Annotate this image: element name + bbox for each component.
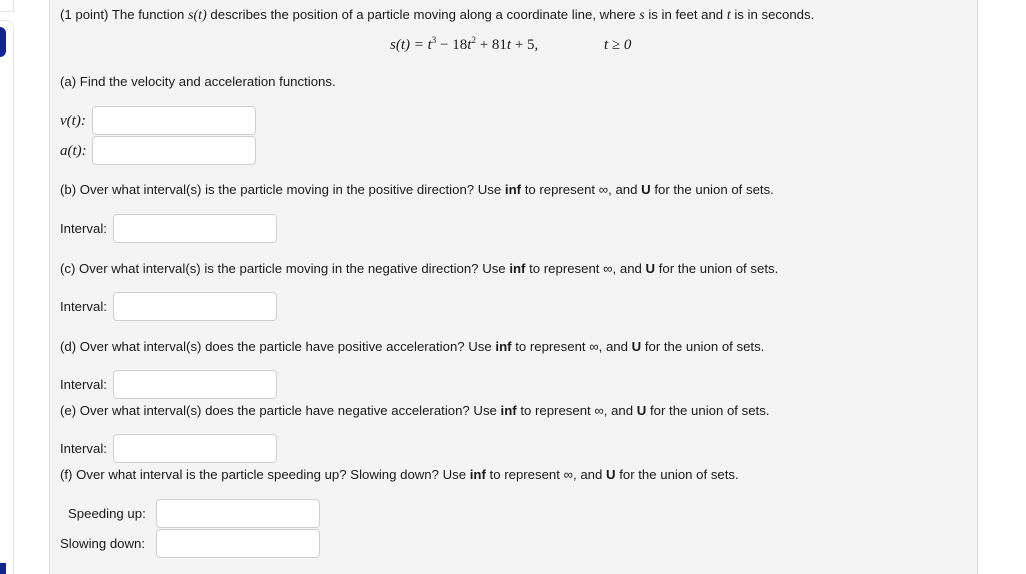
acceleration-input[interactable] <box>92 136 256 165</box>
question-text: (e) Over what interval(s) does the particle have negative acceleration? <box>60 403 474 418</box>
position-formula <box>390 37 538 54</box>
hint-text: to represent ∞, and <box>516 403 637 418</box>
formula-lhs: s(t) = <box>390 37 428 53</box>
hint-text: for the union of sets. <box>650 182 774 197</box>
hint-inf: inf <box>500 403 517 418</box>
rail-top-box <box>0 0 14 12</box>
intro-text: is in seconds. <box>730 7 815 22</box>
part-a-question: (a) Find the velocity and acceleration functions. <box>60 74 336 89</box>
question-text: (f) Over what interval is the particle speeding up? Slowing down? <box>60 467 443 482</box>
problem-panel <box>49 0 978 574</box>
interval-label: Interval: <box>60 441 107 456</box>
slowing-down-label: Slowing down: <box>60 536 146 551</box>
part-b-interval-input[interactable] <box>113 214 277 243</box>
hint-inf: inf <box>469 467 486 482</box>
var-s: s <box>639 8 645 23</box>
hint-union: U <box>645 261 656 276</box>
velocity-label: v(t): <box>60 113 86 129</box>
interval-label: Interval: <box>60 377 107 392</box>
rail-tab-panel <box>0 20 14 574</box>
hint-text: Use <box>468 339 496 354</box>
formula-domain <box>604 37 631 54</box>
hint-text: to represent ∞, and <box>525 261 646 276</box>
formula-term: t <box>467 37 472 53</box>
part-f-question <box>60 467 739 483</box>
function-symbol: s(t) <box>188 8 207 23</box>
hint-inf: inf <box>509 261 526 276</box>
hint-text: Use <box>482 261 510 276</box>
formula-term: + 5, <box>511 37 539 53</box>
intro-text: The function <box>108 7 189 22</box>
part-d-interval-input[interactable] <box>113 370 277 399</box>
points-label: (1 point) <box>60 7 109 22</box>
hint-union: U <box>641 182 651 197</box>
hint-text: to represent ∞, and <box>485 467 606 482</box>
hint-inf: inf <box>504 182 522 197</box>
question-text: (d) Over what interval(s) does the particle have positive acceleration? <box>60 339 469 354</box>
part-c-interval-input[interactable] <box>113 292 277 321</box>
hint-text: for the union of sets. <box>641 339 765 354</box>
hint-text: to represent ∞, and <box>511 339 632 354</box>
problem-nav-indicator-bottom[interactable] <box>0 563 6 574</box>
hint-text: Use <box>442 467 470 482</box>
problem-nav-indicator[interactable] <box>0 27 6 57</box>
left-rail <box>0 0 49 574</box>
formula-term: t <box>506 37 512 53</box>
hint-text: for the union of sets. <box>646 403 770 418</box>
domain-condition: t ≥ 0 <box>604 37 632 53</box>
part-b-question <box>60 182 774 198</box>
intro-text: is in feet and <box>644 7 727 22</box>
part-d-question <box>60 339 764 355</box>
part-c-question <box>60 261 778 277</box>
speeding-up-label: Speeding up: <box>68 506 146 521</box>
problem-intro <box>60 7 814 24</box>
question-text: (c) Over what interval(s) is the particle moving in the negative direction? <box>60 261 483 276</box>
intro-text: describes the position of a particle moving along a coordinate line, where <box>206 7 640 22</box>
var-t: t <box>726 8 731 23</box>
hint-inf: inf <box>495 339 512 354</box>
interval-label: Interval: <box>60 299 107 314</box>
acceleration-label: a(t): <box>60 143 87 159</box>
hint-union: U <box>606 467 616 482</box>
hint-text: Use <box>477 182 505 197</box>
hint-text: to represent ∞, and <box>521 182 642 197</box>
formula-term: − 18 <box>436 37 468 53</box>
formula-exponent: 2 <box>471 35 476 45</box>
hint-union: U <box>631 339 642 354</box>
part-e-question <box>60 403 769 419</box>
slowing-down-input[interactable] <box>156 529 320 558</box>
part-e-interval-input[interactable] <box>113 434 277 463</box>
velocity-input[interactable] <box>92 106 256 135</box>
question-text: (b) Over what interval(s) is the particle moving in the positive direction? <box>60 182 478 197</box>
hint-union: U <box>636 403 647 418</box>
speeding-up-input[interactable] <box>156 499 320 528</box>
interval-label: Interval: <box>60 221 107 236</box>
hint-text: for the union of sets. <box>655 261 779 276</box>
formula-exponent: 3 <box>431 35 437 45</box>
right-gutter <box>978 0 1026 574</box>
formula-term: t <box>427 37 432 53</box>
hint-text: Use <box>473 403 501 418</box>
hint-text: for the union of sets. <box>615 467 739 482</box>
formula-term: + 81 <box>475 37 507 53</box>
